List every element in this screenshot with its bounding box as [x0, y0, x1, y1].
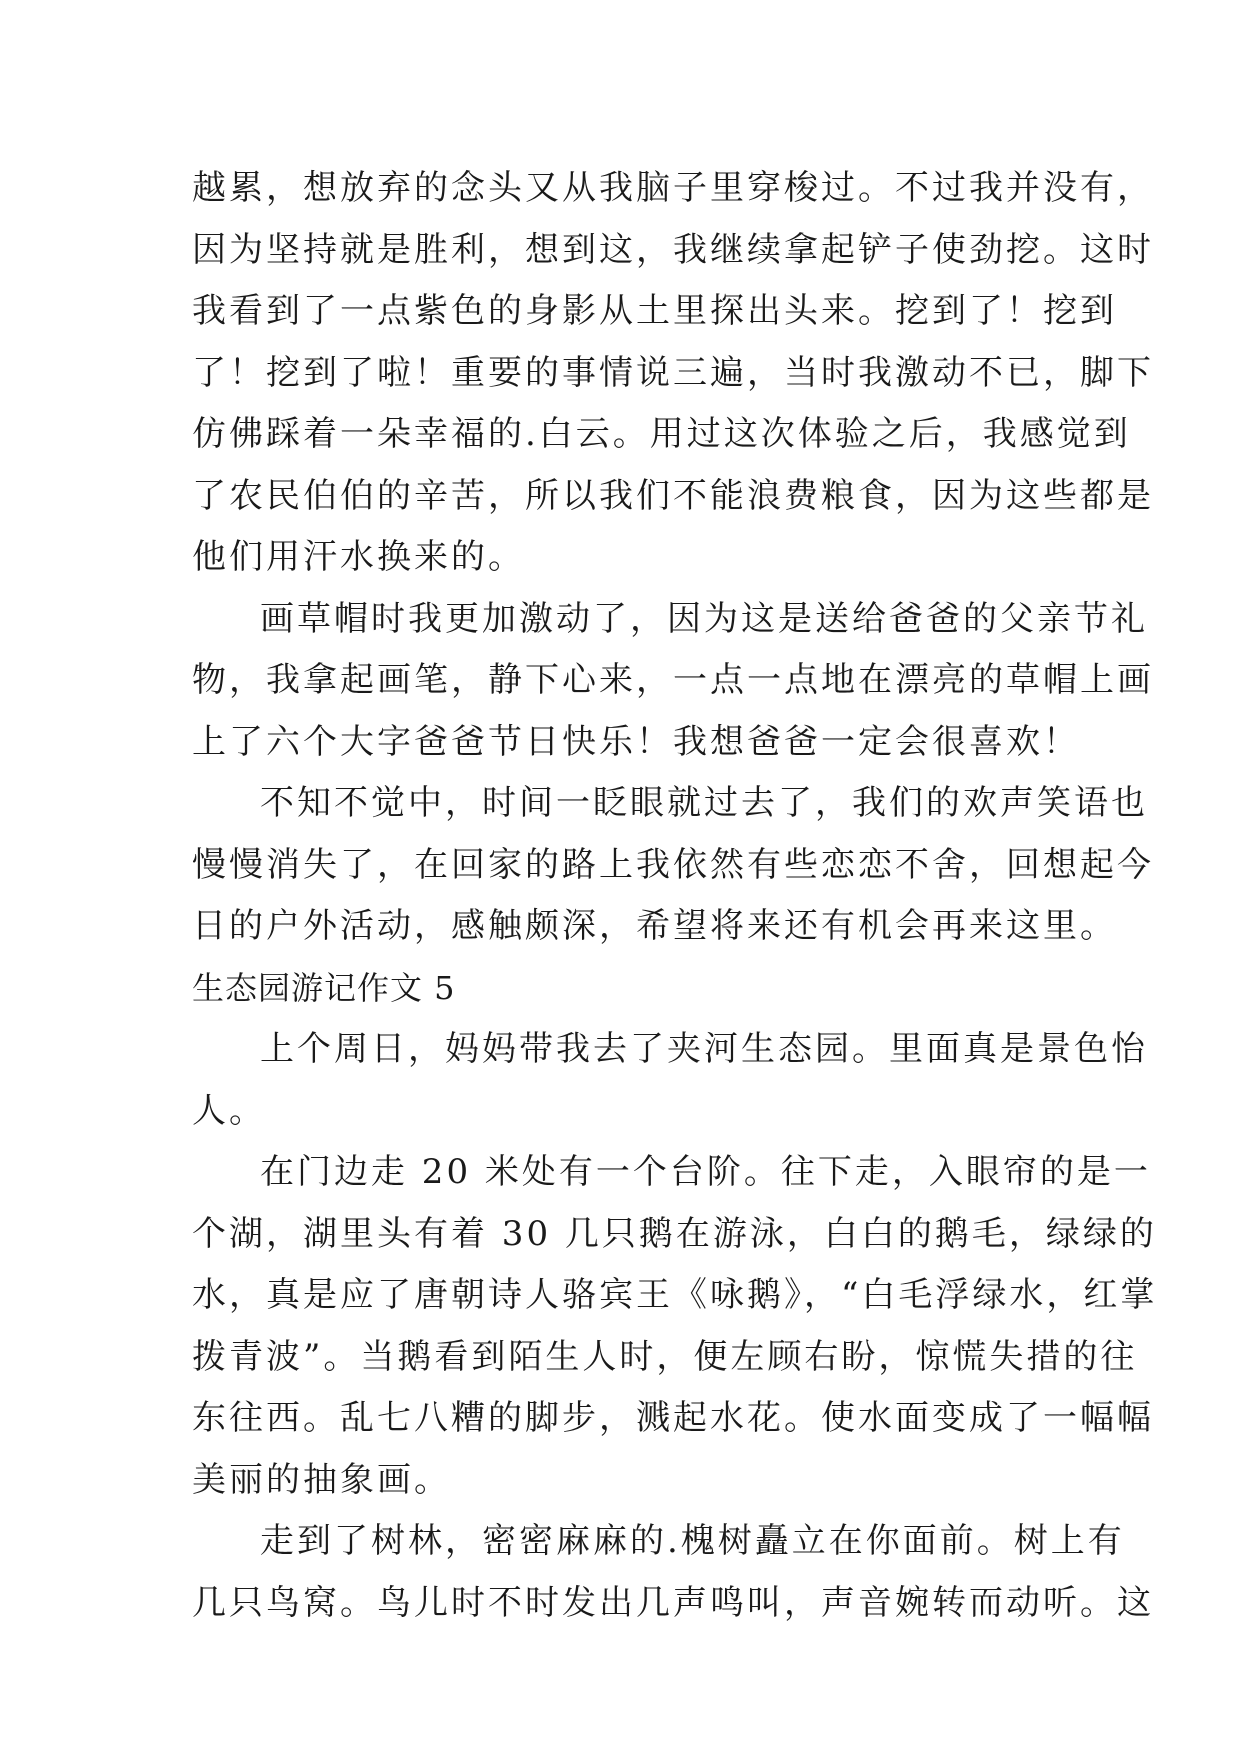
text-line: 越累，想放弃的念头又从我脑子里穿梭过。不过我并没有， [192, 168, 1154, 208]
text-line: 人。 [192, 1090, 266, 1131]
text-line: 拨青波”。当鹅看到陌生人时，便左顾右盼，惊慌失措的往 [192, 1336, 1138, 1377]
text-line: 他们用汗水换来的。 [192, 537, 525, 577]
text-line: 物，我拿起画笔，静下心来，一点一点地在漂亮的草帽上画 [192, 660, 1154, 700]
paragraph-start-line: 上个周日，妈妈带我去了夹河生态园。里面真是景色怡 [260, 1029, 1148, 1069]
text-line: 日的户外活动，感触颇深，希望将来还有机会再来这里。 [192, 906, 1117, 946]
paragraph-start-line: 在门边走 20 米处有一个台阶。往下走，入眼帘的是一 [260, 1152, 1151, 1192]
text-line: 上了六个大字爸爸节日快乐！我想爸爸一定会很喜欢！ [192, 721, 1080, 762]
text-line: 水，真是应了唐朝诗人骆宾王《咏鹅》，“白毛浮绿水，红掌 [192, 1275, 1158, 1315]
text-line: 了！挖到了啦！重要的事情说三遍，当时我激动不已，脚下 [192, 352, 1154, 393]
text-line: 慢慢消失了，在回家的路上我依然有些恋恋不舍，回想起今 [192, 844, 1154, 885]
paragraph-start-line: 不知不觉中，时间一眨眼就过去了，我们的欢声笑语也 [260, 783, 1148, 823]
section-heading: 生态园游记作文 5 [192, 968, 456, 1007]
text-line: 了农民伯伯的辛苦，所以我们不能浪费粮食，因为这些都是 [192, 475, 1154, 516]
text-line: 东往西。乱七八糟的脚步，溅起水花。使水面变成了一幅幅 [192, 1398, 1154, 1438]
paragraph-start-line: 走到了树林，密密麻麻的.槐树矗立在你面前。树上有 [260, 1521, 1125, 1561]
text-line: 几只鸟窝。鸟儿时不时发出几声鸣叫，声音婉转而动听。这 [192, 1582, 1154, 1623]
document-page [192, 158, 1158, 1634]
text-line: 因为坚持就是胜利，想到这，我继续拿起铲子使劲挖。这时 [192, 229, 1154, 270]
paragraph-start-line: 画草帽时我更加激动了，因为这是送给爸爸的父亲节礼 [260, 598, 1148, 639]
text-line: 我看到了一点紫色的身影从土里探出头来。挖到了！挖到 [192, 291, 1117, 331]
text-line: 美丽的抽象画。 [192, 1459, 451, 1500]
text-line: 仿佛踩着一朵幸福的.白云。用过这次体验之后，我感觉到 [192, 414, 1131, 454]
text-line: 个湖，湖里头有着 30 几只鹅在游泳，白白的鹅毛，绿绿的 [192, 1213, 1157, 1254]
